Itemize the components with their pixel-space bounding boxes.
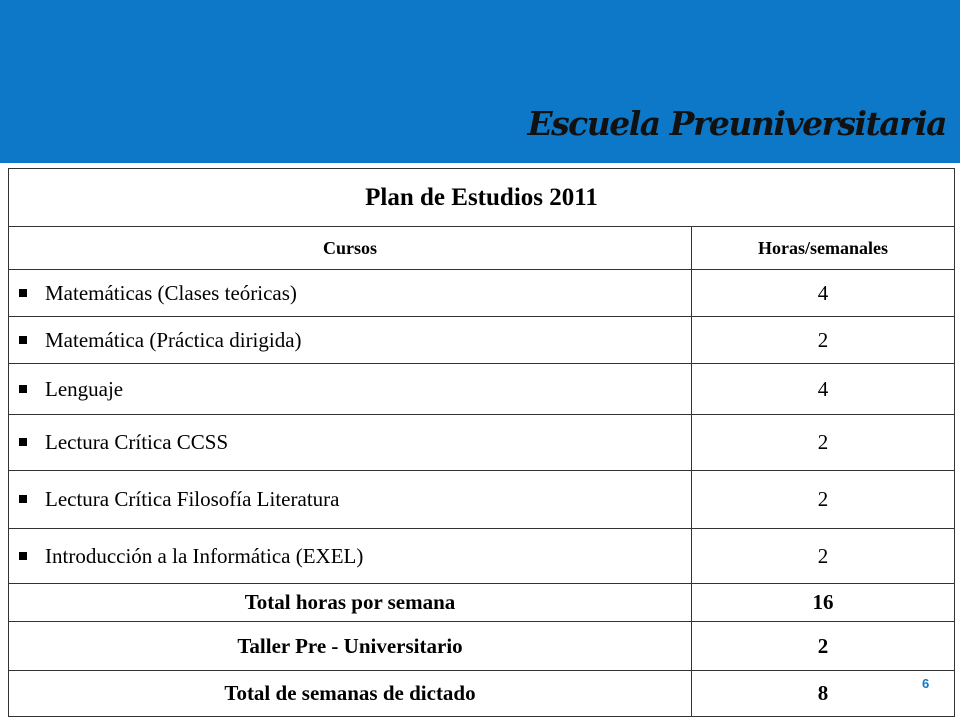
square-bullet-icon (19, 552, 27, 560)
hours-cell: 4 (692, 364, 955, 415)
hours-cell: 4 (692, 270, 955, 317)
total-value: 16 (692, 584, 955, 622)
square-bullet-icon (19, 289, 27, 297)
total-row (9, 584, 955, 622)
total-label: Total de semanas de dictado (9, 671, 692, 717)
total-label: Total horas por semana (9, 584, 692, 622)
hours-cell: 2 (692, 415, 955, 471)
course-cell (9, 317, 692, 364)
course-cell (9, 270, 692, 317)
table-title: Plan de Estudios 2011 (9, 169, 955, 227)
table-row (9, 415, 955, 471)
course-cell (9, 415, 692, 471)
square-bullet-icon (19, 495, 27, 503)
table-row (9, 270, 955, 317)
course-name: Introducción a la Informática (EXEL) (45, 543, 364, 568)
square-bullet-icon (19, 336, 27, 344)
brand-title: Escuela Preuniversitaria (527, 104, 946, 143)
table-header-row (9, 227, 955, 270)
hours-cell: 2 (692, 317, 955, 364)
header-band (0, 0, 960, 163)
course-name: Lenguaje (45, 376, 124, 401)
hours-cell: 2 (692, 529, 955, 584)
column-header-hours: Horas/semanales (692, 227, 955, 270)
table-row (9, 364, 955, 415)
total-label: Taller Pre - Universitario (9, 622, 692, 671)
square-bullet-icon (19, 438, 27, 446)
study-plan-table (8, 168, 955, 717)
square-bullet-icon (19, 385, 27, 393)
table-row (9, 471, 955, 529)
course-name: Lectura Crítica CCSS (45, 430, 229, 454)
course-cell (9, 364, 692, 415)
course-cell (9, 471, 692, 529)
course-name: Matemática (Práctica dirigida) (45, 327, 302, 352)
total-value: 8 (692, 671, 955, 717)
slide-number: 6 (922, 676, 930, 691)
total-row (9, 622, 955, 671)
table-row (9, 317, 955, 364)
course-name: Lectura Crítica Filosofía Literatura (45, 487, 340, 511)
table-row (9, 529, 955, 584)
total-value: 2 (692, 622, 955, 671)
course-cell (9, 529, 692, 584)
course-name: Matemáticas (Clases teóricas) (45, 280, 297, 305)
hours-cell: 2 (692, 471, 955, 529)
column-header-courses: Cursos (9, 227, 692, 270)
table-title-row (9, 169, 955, 227)
total-row (9, 671, 955, 717)
